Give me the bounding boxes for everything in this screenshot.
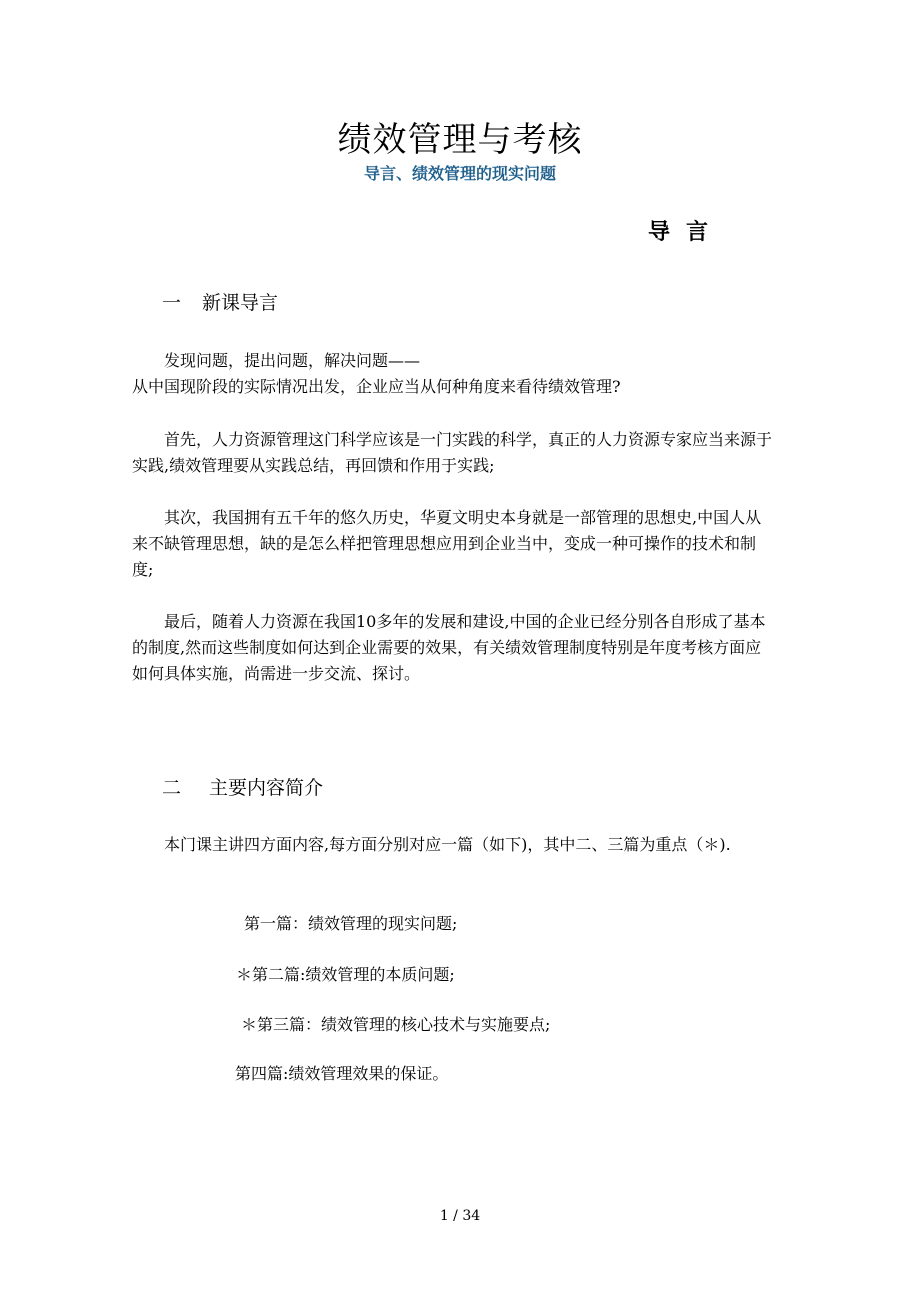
chapter-list-item: 第一篇：绩效管理的现实问题;	[244, 914, 458, 933]
paragraph-1-line-1: 发现问题，提出问题，解决问题——	[164, 351, 421, 370]
section-1-heading	[162, 288, 278, 315]
page-number: 1 / 34	[439, 1208, 481, 1224]
section-2-number: 二	[162, 777, 182, 799]
section-2-paragraph-1: 本门课主讲四方面内容,每方面分别对应一篇（如下)，其中二、三篇为重点（＊).	[164, 835, 731, 854]
intro-heading: 导言	[648, 220, 725, 245]
chapter-list-item: 第四篇:绩效管理效果的保证。	[235, 1064, 449, 1083]
section-1-title: 新课导言	[202, 292, 279, 314]
document-subtitle: 导言、绩效管理的现实问题	[363, 164, 556, 183]
section-1-paragraph-3: 其次，我国拥有五千年的悠久历史，华夏文明史本身就是一部管理的思想史,中国人从来不缺管理思想，缺的是怎么样把管理思想应用到企业当中，变成一种可操作的技术和制度;	[132, 508, 762, 579]
section-1-paragraph-4: 最后，随着人力资源在我国10多年的发展和建设,中国的企业已经分别各自形成了基本的制度,然而这些制度如何达到企业需要的效果，有关绩效管理制度特别是年度考核方面应如何具体实施，尚需进一步交流、探讨。	[132, 612, 766, 683]
section-2-title: 主要内容简介	[209, 777, 324, 799]
paragraph-1-line-2: 从中国现阶段的实际情况出发，企业应当从何种角度来看待绩效管理?	[132, 377, 621, 396]
section-1-paragraph-1	[132, 348, 777, 400]
section-1-paragraph-2: 首先，人力资源管理这门科学应该是一门实践的科学，真正的人力资源专家应当来源于实践,绩效管理要从实践总结，再回馈和作用于实践;	[132, 430, 773, 475]
section-1-number: 一	[162, 292, 182, 314]
chapter-list-item: ＊第二篇:绩效管理的本质问题;	[236, 965, 455, 984]
document-title: 绩效管理与考核	[337, 120, 583, 160]
chapter-list-item: ＊第三篇：绩效管理的核心技术与实施要点;	[241, 1015, 551, 1034]
section-2-heading	[162, 773, 323, 800]
